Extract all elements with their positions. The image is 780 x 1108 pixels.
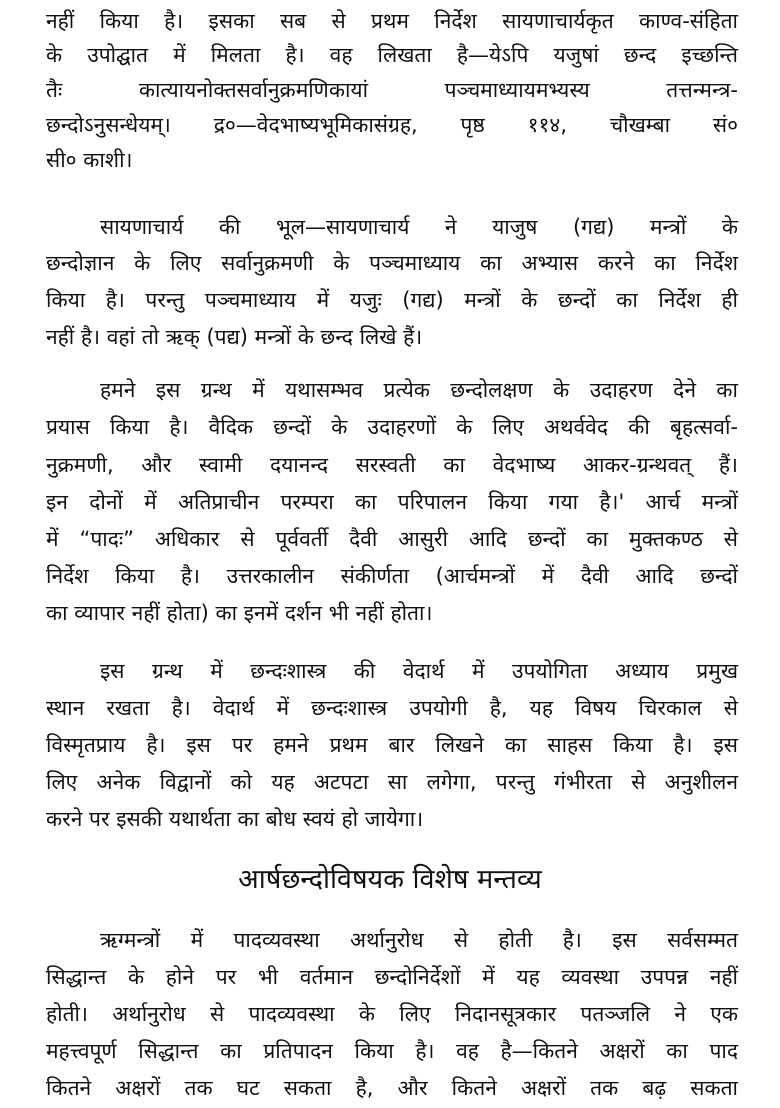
paragraph-2-line: नहीं है। वहां तो ऋक् (पद्य) मन्त्रों के छन्द लिखे हैं। xyxy=(46,325,423,349)
paragraph-5-line: महत्त्वपूर्ण सिद्धान्त का प्रतिपादन किया है। वह है—कितने अक्षरों का पाद xyxy=(46,1039,738,1063)
paragraph-4-line: करने पर इसकी यथार्थता का बोध स्वयं हो जायेगा। xyxy=(46,807,424,831)
paragraph-3-line: में “पादः” अधिकार से पूर्ववर्ती दैवी आसुरी आदि छन्दों का मुक्तकण्ठ से xyxy=(46,527,738,551)
paragraph-2-line: सायणाचार्य की भूल—सायणाचार्य ने याजुष (गद्य) मन्त्रों के xyxy=(100,215,738,239)
paragraph-5-line: ऋग्मन्त्रों में पादव्यवस्था अर्थानुरोध से होती है। इस सर्वसम्मत xyxy=(100,928,738,952)
paragraph-4-line: इस ग्रन्थ में छन्दःशास्त्र की वेदार्थ में उपयोगिता अध्याय प्रमुख xyxy=(100,659,738,683)
paragraph-2-line: छन्दोज्ञान के लिए सर्वानुक्रमणी के पञ्चमाध्याय का अभ्यास करने का निर्देश xyxy=(46,251,738,275)
paragraph-3-line: इन दोनों में अतिप्राचीन परम्परा का परिपालन किया गया है।' आर्च मन्त्रों xyxy=(46,490,738,514)
paragraph-1-line: के उपोद्घात में मिलता है। वह लिखता है—येऽपि यजुषां छन्द इच्छन्ति xyxy=(46,43,738,67)
section-heading: आर्षछन्दोविषयक विशेष मन्तव्य xyxy=(238,864,542,895)
paragraph-5-line: होती। अर्थानुरोध से पादव्यवस्था के लिए निदानसूत्रकार पतञ्जलि ने एक xyxy=(46,1002,738,1026)
paragraph-1-line: नहीं किया है। इसका सब से प्रथम निर्देश सायणाचार्यकृत काण्व-संहिता xyxy=(46,9,738,33)
paragraph-4-line: लिए अनेक विद्वानों को यह अटपटा सा लगेगा, परन्तु गंभीरता से अनुशीलन xyxy=(46,770,738,794)
paragraph-4-line: स्थान रखता है। वेदार्थ में छन्दःशास्त्र उपयोगी है, यह विषय चिरकाल से xyxy=(46,696,738,720)
paragraph-3-line: नुक्रमणी, और स्वामी दयानन्द सरस्वती का वेदभाष्य आकर-ग्रन्थवत् हैं। xyxy=(46,453,738,477)
paragraph-4-line: विस्मृतप्राय है। इस पर हमने प्रथम बार लिखने का साहस किया है। इस xyxy=(46,733,738,757)
paragraph-3-line: निर्देश किया है। उत्तरकालीन संकीर्णता (आर्चमन्त्रों में दैवी आदि छन्दों xyxy=(46,564,738,588)
paragraph-1-line: सी० काशी। xyxy=(46,148,133,172)
paragraph-3-line: हमने इस ग्रन्थ में यथासम्भव प्रत्येक छन्दोलक्षण के उदाहरण देने का xyxy=(100,378,738,402)
paragraph-5-line: सिद्धान्त के होने पर भी वर्तमान छन्दोनिर्देशों में यह व्यवस्था उपपन्न नहीं xyxy=(46,965,738,989)
paragraph-2-line: किया है। परन्तु पञ्चमाध्याय में यजुः (गद्य) मन्त्रों के छन्दों का निर्देश ही xyxy=(46,288,738,312)
paragraph-1-line: तैः कात्यायनोक्तसर्वानुक्रमणिकायां पञ्चमाध्यायमभ्यस्य तत्तन्मन्त्र- xyxy=(46,78,738,102)
paragraph-1-line: छन्दोऽनुसन्धेयम्। द्र०—वेदभाष्यभूमिकासंग्रह, पृष्ठ ११४, चौखम्बा सं० xyxy=(46,113,738,137)
paragraph-5-line: कितने अक्षरों तक घट सकता है, और कितने अक्षरों तक बढ़ सकता xyxy=(46,1076,738,1100)
paragraph-3-line: का व्यापार नहीं होता) का इनमें दर्शन भी नहीं होता। xyxy=(46,601,433,625)
paragraph-3-line: प्रयास किया है। वैदिक छन्दों के उदाहरणों के लिए अथर्ववेद की बृहत्सर्वा- xyxy=(46,415,738,439)
